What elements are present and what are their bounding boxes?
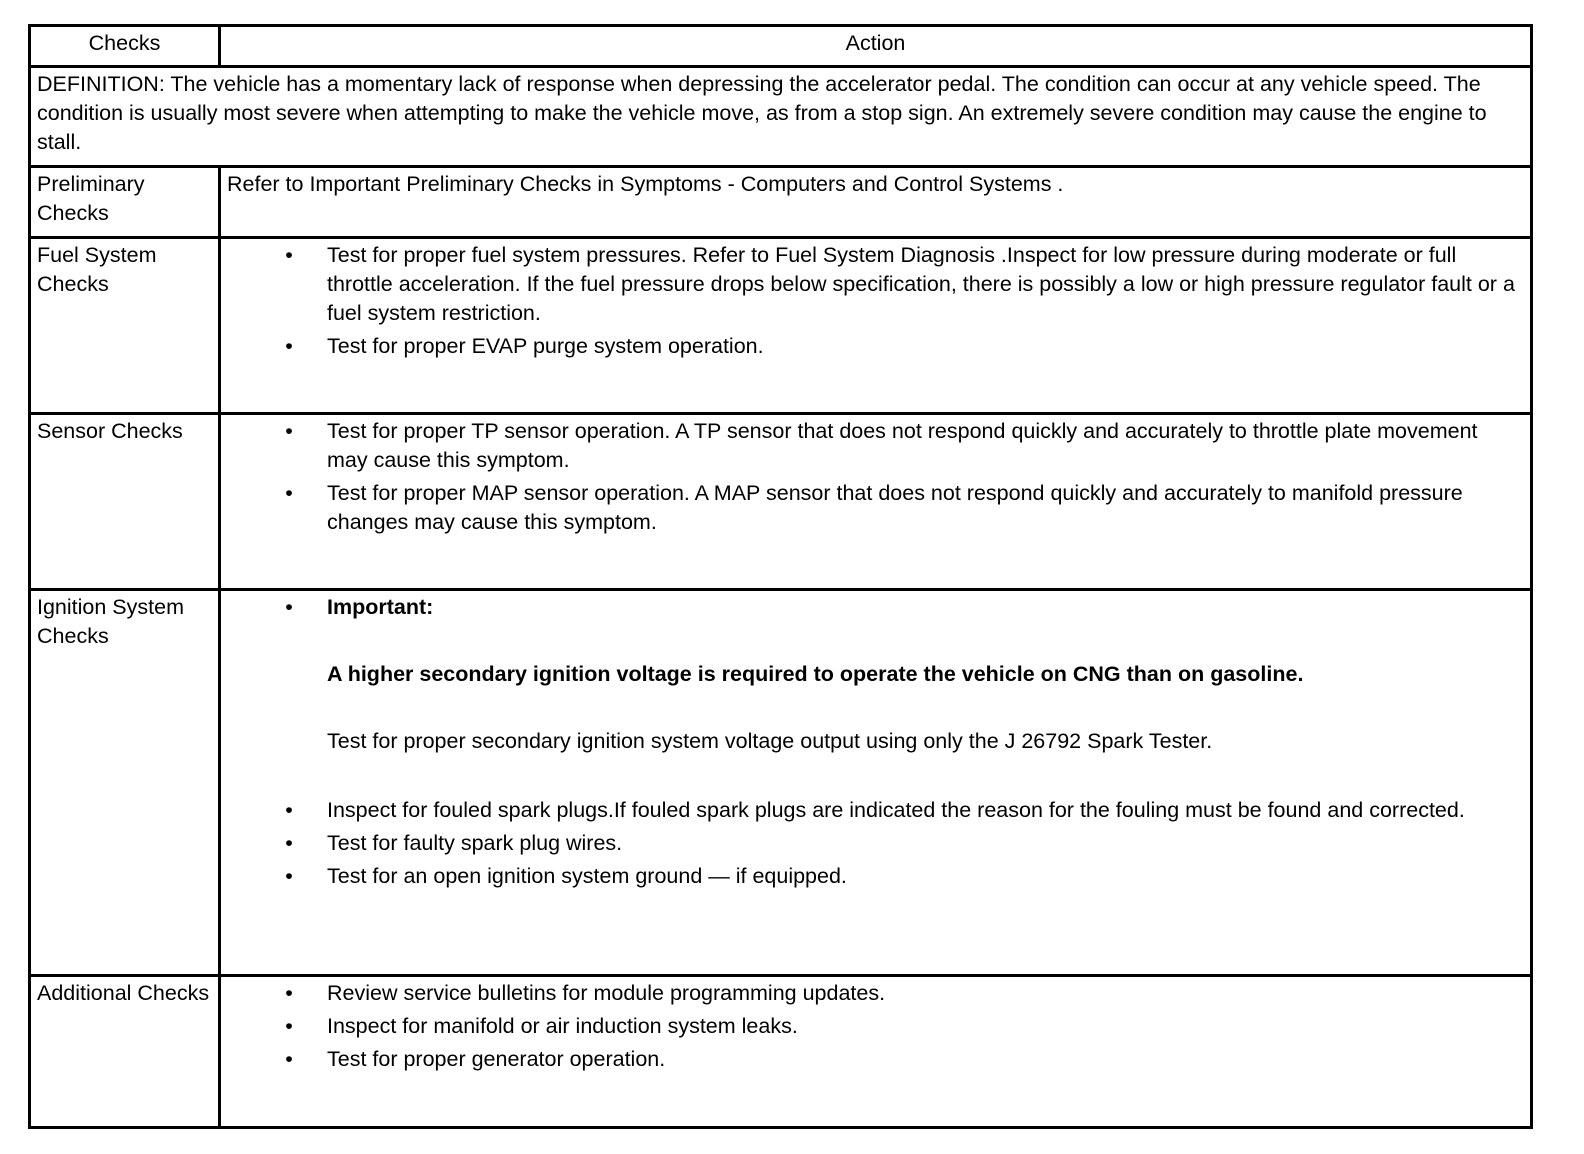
list-item [227, 1045, 1524, 1074]
additional-checks-row [30, 976, 1532, 1128]
list-item-text: Test for proper MAP sensor operation. A MAP sensor that does not respond quickly and accurately to manifold pressure changes may cause this symptom. [327, 481, 1463, 534]
list-item [227, 862, 1524, 891]
list-item-text: Test for proper EVAP purge system operation. [327, 334, 764, 358]
sensor-checks-row [30, 414, 1532, 590]
list-item-text: Review service bulletins for module programming updates. [327, 981, 886, 1005]
list-item [227, 479, 1524, 537]
fuel-system-checks-row [30, 238, 1532, 414]
sensor-checks-label: Sensor Checks [30, 414, 220, 590]
bullet-icon: • [285, 981, 293, 1005]
sensor-checks-actions [220, 414, 1532, 590]
list-item [227, 796, 1524, 825]
list-item-text: Inspect for manifold or air induction system leaks. [327, 1014, 798, 1038]
bullet-icon: • [285, 419, 293, 443]
definition-text: DEFINITION: The vehicle has a momentary lack of response when depressing the accelerator pedal. The condition can occur at any vehicle speed. The condition is usually most severe when attempting to make the vehicle move, as from a stop sign. An extremely severe condition may cause the engine to stall. [30, 67, 1532, 167]
header-row [30, 26, 1532, 67]
important-text: Test for proper secondary ignition system voltage output using only the J 26792 Spark Tester. [327, 729, 1213, 753]
list-item-text: Test for proper generator operation. [327, 1047, 666, 1071]
bullet-icon: • [285, 864, 293, 888]
action-column-header: Action [220, 26, 1532, 67]
fuel-system-checks-actions [220, 238, 1532, 414]
list-item-text: Test for proper fuel system pressures. Refer to Fuel System Diagnosis .Inspect for low pressure during moderate or full throttle acceleration. If the fuel pressure drops below specification, there is possibly a low or high pressure regulator fault or a fuel system restriction. [327, 243, 1515, 325]
bullet-icon: • [285, 1047, 293, 1071]
list-item [227, 417, 1524, 475]
definition-row [30, 67, 1532, 167]
additional-checks-actions [220, 976, 1532, 1128]
bullet-icon: • [285, 595, 293, 619]
diagnostic-table [28, 24, 1533, 1129]
bullet-icon: • [285, 334, 293, 358]
bullet-icon: • [285, 481, 293, 505]
additional-list [227, 979, 1524, 1074]
fuel-system-checks-label: Fuel System Checks [30, 238, 220, 414]
important-note: A higher secondary ignition voltage is required to operate the vehicle on CNG than on gasoline. [327, 662, 1304, 686]
important-title: Important: [327, 595, 434, 619]
list-item [227, 1012, 1524, 1041]
bullet-icon: • [285, 798, 293, 822]
list-item [227, 979, 1524, 1008]
list-item [227, 829, 1524, 858]
ignition-system-checks-actions [220, 590, 1532, 976]
important-item [227, 593, 1524, 756]
fuel-system-list [227, 241, 1524, 361]
preliminary-checks-row [30, 167, 1532, 238]
sensor-list [227, 417, 1524, 537]
preliminary-checks-label: Preliminary Checks [30, 167, 220, 238]
bullet-icon: • [285, 1014, 293, 1038]
bullet-icon: • [285, 831, 293, 855]
list-item-text: Inspect for fouled spark plugs.If fouled spark plugs are indicated the reason for the fouling must be found and corrected. [327, 798, 1465, 822]
ignition-system-checks-label: Ignition System Checks [30, 590, 220, 976]
list-item-text: Test for proper TP sensor operation. A TP sensor that does not respond quickly and accurately to throttle plate movement may cause this symptom. [327, 419, 1478, 472]
list-item [227, 241, 1524, 328]
checks-column-header: Checks [30, 26, 220, 67]
additional-checks-label: Additional Checks [30, 976, 220, 1128]
bullet-icon: • [285, 243, 293, 267]
list-item-text: Test for an open ignition system ground — if equipped. [327, 864, 847, 888]
preliminary-checks-text: Refer to Important Preliminary Checks in Symptoms - Computers and Control Systems . [220, 167, 1532, 238]
list-item-text: Test for faulty spark plug wires. [327, 831, 623, 855]
list-item [227, 332, 1524, 361]
ignition-list [227, 593, 1524, 891]
ignition-system-checks-row [30, 590, 1532, 976]
